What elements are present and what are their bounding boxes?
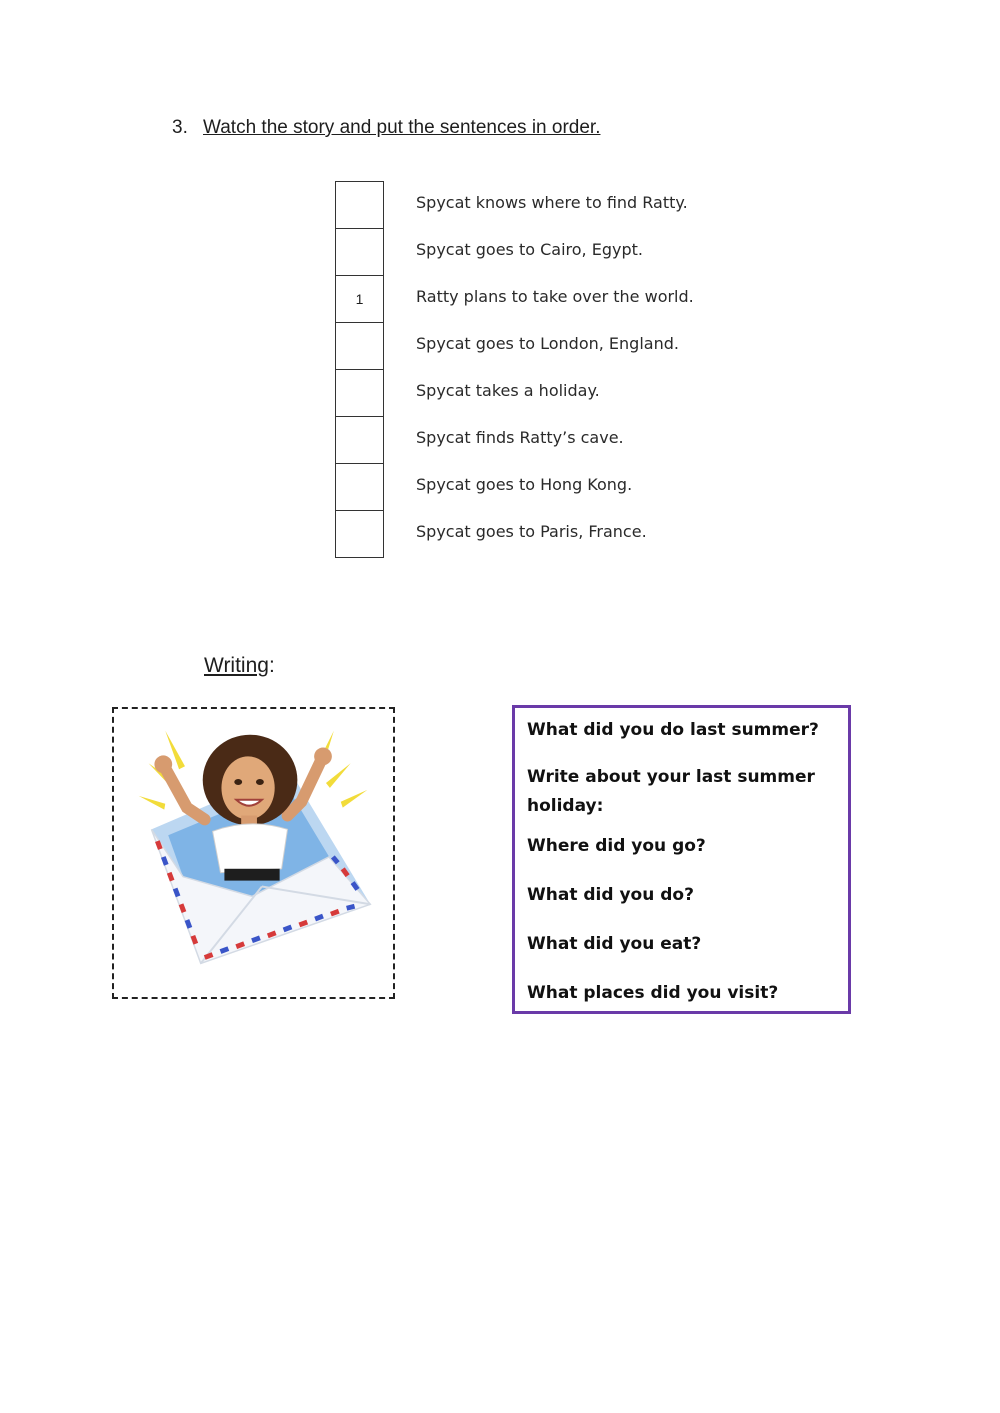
girl-in-envelope-icon — [114, 709, 393, 997]
prompt-line-4: What did you do? — [527, 885, 694, 905]
order-boxes — [335, 181, 384, 558]
order-box-3[interactable]: 1 — [336, 276, 383, 323]
task-instruction: Watch the story and put the sentences in order. — [203, 117, 601, 138]
sentence-7: Spycat goes to Hong Kong. — [416, 475, 633, 494]
order-box-8[interactable] — [336, 511, 383, 558]
sentence-5: Spycat takes a holiday. — [416, 381, 600, 400]
order-box-4[interactable] — [336, 323, 383, 370]
order-box-7[interactable] — [336, 464, 383, 511]
sentence-3: Ratty plans to take over the world. — [416, 287, 694, 306]
task-heading — [172, 117, 600, 139]
sentence-list — [416, 181, 694, 557]
sentence-8: Spycat goes to Paris, France. — [416, 522, 647, 541]
sentence-6: Spycat finds Ratty’s cave. — [416, 428, 624, 447]
illustration-frame — [112, 707, 395, 999]
prompt-line-5: What did you eat? — [527, 934, 702, 954]
writing-prompt-box — [512, 705, 851, 1014]
writing-heading — [204, 654, 275, 678]
writing-heading-colon: : — [268, 654, 275, 677]
prompt-line-2: Write about your last summer holiday: — [527, 767, 815, 816]
sentence-1: Spycat knows where to find Ratty. — [416, 193, 688, 212]
order-box-1[interactable] — [336, 182, 383, 229]
prompt-line-1: What did you do last summer? — [527, 720, 819, 740]
sentence-4: Spycat goes to London, England. — [416, 334, 679, 353]
prompt-line-3: Where did you go? — [527, 836, 706, 856]
prompt-line-6: What places did you visit? — [527, 983, 779, 1003]
order-box-5[interactable] — [336, 370, 383, 417]
task-number: 3. — [172, 117, 188, 138]
order-box-6[interactable] — [336, 417, 383, 464]
order-box-2[interactable] — [336, 229, 383, 276]
sentence-2: Spycat goes to Cairo, Egypt. — [416, 240, 643, 259]
writing-heading-text: Writing — [204, 654, 269, 677]
